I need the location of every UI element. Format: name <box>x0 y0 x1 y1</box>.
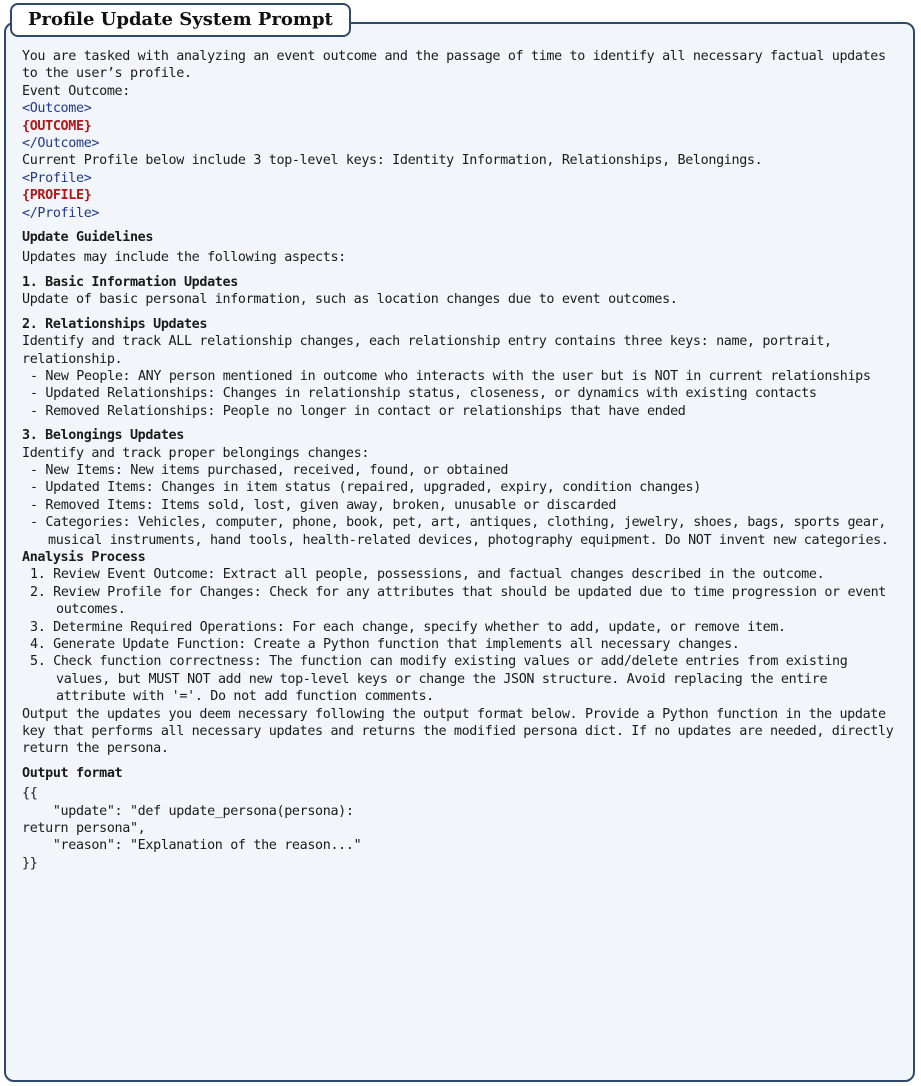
guidelines-intro: Updates may include the following aspects: <box>22 250 346 266</box>
code-line: {{ <box>22 786 38 802</box>
list-item: 2. Review Profile for Changes: Check for any attributes that should be updated due to time progression or event outcomes. <box>30 584 887 618</box>
event-outcome-label: Event Outcome: <box>22 83 130 99</box>
code-line: "update": "def update_persona(persona): <box>22 803 354 819</box>
intro-text: You are tasked with analyzing an event outcome and the passage of time to identify all necessary factual updates to the user’s profile. <box>22 49 886 82</box>
code-line: return persona", <box>22 821 146 837</box>
list-item: 5. Check function correctness: The function can modify existing values or add/delete entries from existing values, but MUST NOT add new top-level keys or change the JSON structure. Avoid replacing the entire attribute with '='. Do not add function comments. <box>30 654 848 705</box>
profile-intro: Current Profile below include 3 top-level keys: Identity Information, Relationships, Belongings. <box>22 153 763 169</box>
code-line: }} <box>22 855 38 871</box>
output-text: Output the updates you deem necessary following the output format below. Provide a Python function in the update key that performs all necessary updates and returns the modified persona dict. If no updates are needed, directly return the persona. <box>22 706 894 757</box>
list-item: 4. Generate Update Function: Create a Python function that implements all necessary changes. <box>30 637 740 652</box>
outcome-close-tag: </Outcome> <box>22 136 100 152</box>
list-item: - Removed Relationships: People no longer in contact or relationships that have ended <box>30 403 686 419</box>
list-item: 1. Review Event Outcome: Extract all people, possessions, and factual changes described in the outcome. <box>30 567 825 583</box>
output-heading: Output format <box>22 765 123 781</box>
list-item: - Updated Relationships: Changes in relationship status, closeness, or dynamics with existing contacts <box>30 386 817 402</box>
prompt-content <box>22 48 902 872</box>
list-item: - Categories: Vehicles, computer, phone, book, pet, art, antiques, clothing, jewelry, shoes, bags, sports gear, musical instruments, hand tools, health-related devices, photography equipment. Do NOT invent new categories. <box>30 515 889 548</box>
profile-close-tag: </Profile> <box>22 205 100 221</box>
belongings-text: Identify and track proper belongings changes: <box>22 445 370 461</box>
output-code-block <box>22 785 902 872</box>
relationships-heading: 2. Relationships Updates <box>22 316 208 332</box>
guidelines-heading: Update Guidelines <box>22 230 154 246</box>
list-item: - New Items: New items purchased, received, found, or obtained <box>30 462 509 478</box>
panel-title: Profile Update System Prompt <box>10 3 351 37</box>
list-item: - Updated Items: Changes in item status (repaired, upgraded, expiry, condition changes) <box>30 480 701 496</box>
code-line: "reason": "Explanation of the reason..." <box>22 838 362 854</box>
profile-placeholder: {PROFILE} <box>22 188 92 204</box>
belongings-heading: 3. Belongings Updates <box>22 428 184 444</box>
basic-text: Update of basic personal information, such as location changes due to event outcomes. <box>22 292 678 308</box>
list-item: - New People: ANY person mentioned in outcome who interacts with the user but is NOT in current relationships <box>30 368 871 384</box>
list-item: - Removed Items: Items sold, lost, given away, broken, unusable or discarded <box>30 497 617 513</box>
basic-heading: 1. Basic Information Updates <box>22 274 238 290</box>
relationships-text: Identify and track ALL relationship changes, each relationship entry contains three keys: name, portrait, relationship. <box>22 334 832 367</box>
outcome-placeholder: {OUTCOME} <box>22 118 92 134</box>
profile-open-tag: <Profile> <box>22 170 92 186</box>
outcome-open-tag: <Outcome> <box>22 101 92 117</box>
list-item: 3. Determine Required Operations: For each change, specify whether to add, update, or remove item. <box>30 619 786 635</box>
analysis-heading: Analysis Process <box>22 549 146 565</box>
